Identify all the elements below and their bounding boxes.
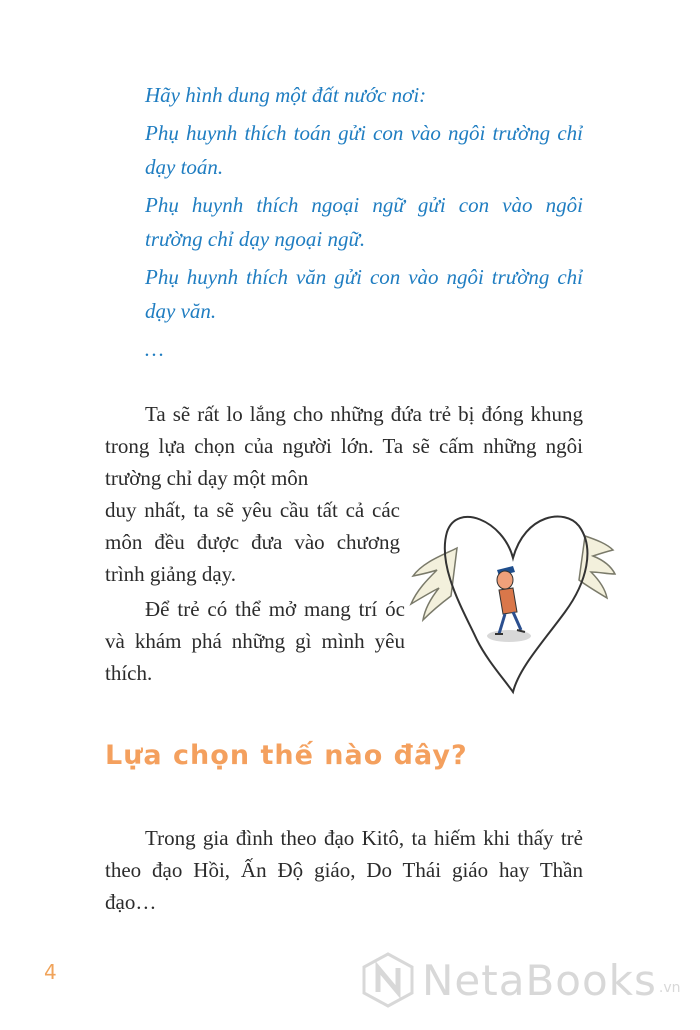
intro-ellipsis: … [145,337,164,361]
page-number: 4 [44,960,57,984]
left-wing-icon [411,548,457,620]
heart-with-wings-illustration [405,500,620,700]
netabooks-logo-icon [362,952,414,1008]
intro-line: Phụ huynh thích ngoại ngữ gửi con vào ngôi trường chỉ dạy ngoại ngữ. [145,193,583,251]
walking-person-icon [487,566,531,642]
paragraph-3 [105,822,583,918]
intro-line: Phụ huynh thích văn gửi con vào ngôi trường chỉ dạy văn. [145,265,583,323]
intro-italic-block [145,78,583,370]
paragraph-1-continued: duy nhất, ta sẽ yêu cầu tất cả các môn đều được đưa vào chương trình giảng dạy. [105,498,400,586]
paragraph-2 [105,593,405,689]
section-heading: Lựa chọn thế nào đây? [105,740,468,771]
netabooks-watermark [362,952,680,1008]
paragraph-1 [105,398,583,494]
paragraph-2-text: Để trẻ có thể mở mang trí óc và khám phá những gì mình yêu thích. [105,597,405,685]
watermark-brand: NetaBooks [422,955,657,1005]
watermark-tld: .vn [658,980,681,996]
paragraph-1-top: Ta sẽ rất lo lắng cho những đứa trẻ bị đóng khung trong lựa chọn của người lớn. Ta sẽ cấm những ngôi trường chỉ dạy một môn [105,402,583,490]
intro-line: Hãy hình dung một đất nước nơi: [145,83,427,107]
intro-line: Phụ huynh thích toán gửi con vào ngôi trường chỉ dạy toán. [145,121,583,179]
paragraph-3-text: Trong gia đình theo đạo Kitô, ta hiếm khi thấy trẻ theo đạo Hồi, Ấn Độ giáo, Do Thái giáo hay Thần đạo… [105,826,583,914]
right-wing-icon [579,536,615,598]
